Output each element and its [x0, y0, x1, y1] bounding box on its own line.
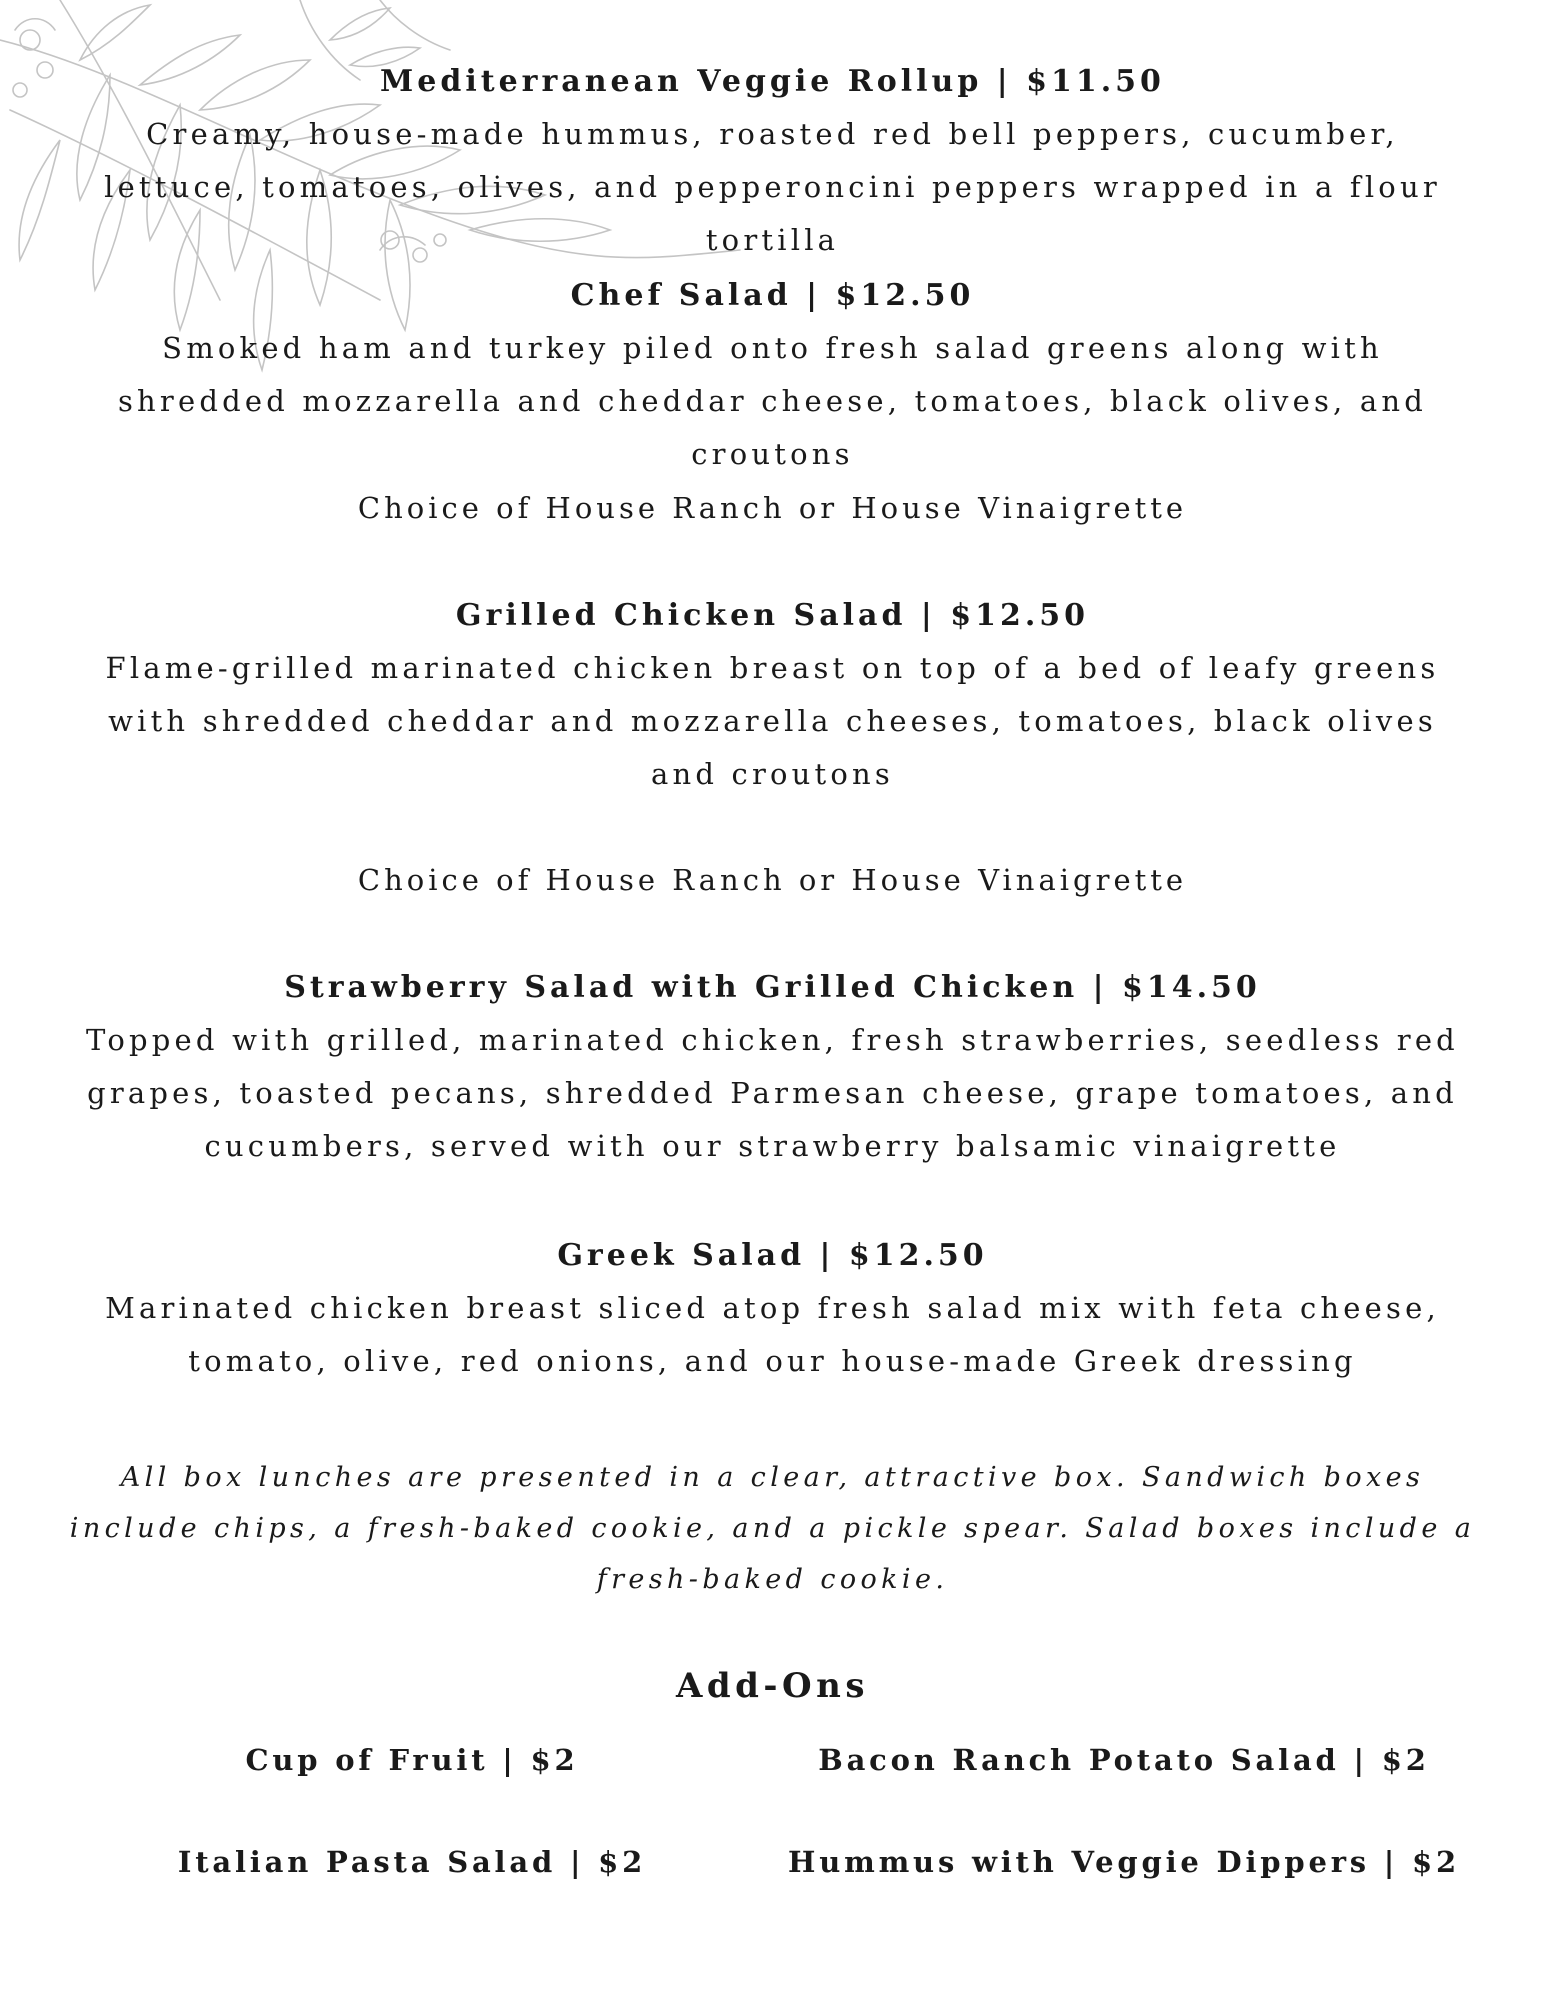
menu-item-title: Greek Salad | $12.50	[557, 1238, 988, 1273]
dressing-note: Choice of House Ranch or House Vinaigrette	[357, 863, 1188, 897]
menu-item-description: Flame-grilled marinated chicken breast on top of a bed of leafy greens with shredded cheddar and mozzarella cheeses, tomatoes, black olives and croutons	[105, 651, 1440, 791]
menu-item-title: Chef Salad | $12.50	[570, 278, 975, 313]
menu-item	[0, 1236, 1545, 1388]
addon-item: Italian Pasta Salad | $2	[177, 1845, 647, 1879]
dressing-note: Choice of House Ranch or House Vinaigrette	[357, 491, 1188, 525]
footnote-text: All box lunches are presented in a clear, attractive box. Sandwich boxes include chips, a fresh-baked cookie, and a pickle spear. Salad boxes include a fresh-baked cookie.	[69, 1462, 1476, 1595]
menu-item-title: Mediterranean Veggie Rollup | $11.50	[380, 64, 1165, 99]
addon-item: Hummus with Veggie Dippers | $2	[788, 1845, 1460, 1879]
menu-item	[0, 62, 1545, 267]
menu-item-description: Creamy, house-made hummus, roasted red bell peppers, cucumber, lettuce, tomatoes, olives, and pepperoncini peppers wrapped in a flour tortilla	[104, 117, 1441, 257]
menu-item-title: Strawberry Salad with Grilled Chicken | $14.50	[284, 970, 1261, 1005]
addon-item: Cup of Fruit | $2	[245, 1743, 579, 1777]
menu-item-title: Grilled Chicken Salad | $12.50	[455, 598, 1090, 633]
menu-item-description: Topped with grilled, marinated chicken, fresh strawberries, seedless red grapes, toasted pecans, shredded Parmesan cheese, grape tomatoes, and cucumbers, served with our strawberry balsamic vinaigrette	[86, 1023, 1459, 1163]
addons-heading: Add-Ons	[675, 1666, 870, 1706]
addon-item: Bacon Ranch Potato Salad | $2	[818, 1743, 1430, 1777]
menu-item	[0, 596, 1545, 801]
menu-item-description: Marinated chicken breast sliced atop fresh salad mix with feta cheese, tomato, olive, red onions, and our house-made Greek dressing	[105, 1291, 1440, 1378]
box-lunch-footnote	[0, 1452, 1545, 1605]
menu-item-description: Smoked ham and turkey piled onto fresh salad greens along with shredded mozzarella and cheddar cheese, tomatoes, black olives, and croutons	[117, 331, 1428, 471]
menu-item	[0, 968, 1545, 1173]
menu-item	[0, 276, 1545, 481]
